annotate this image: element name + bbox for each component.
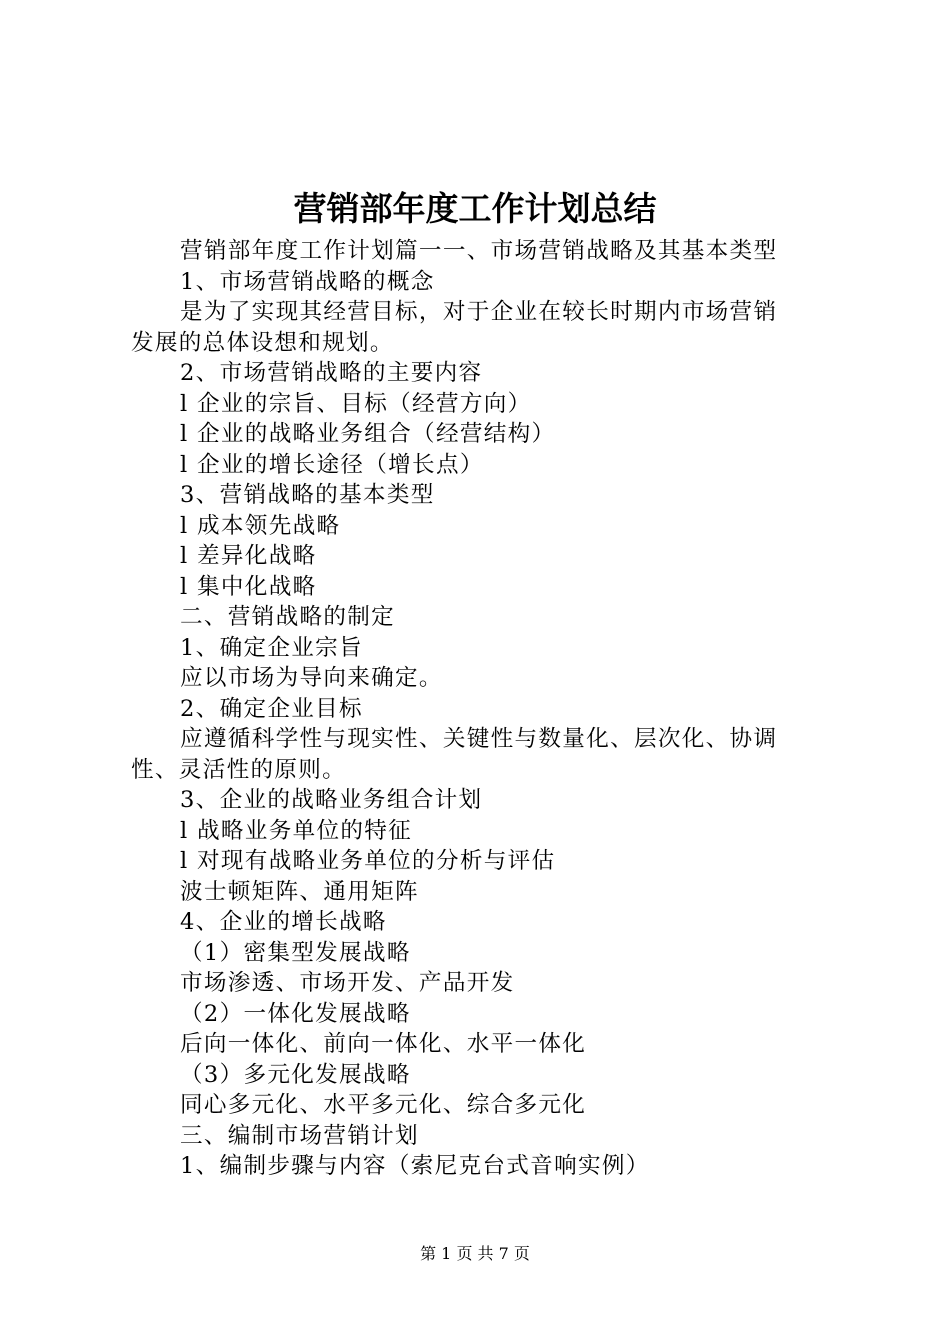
text-line: 3、企业的战略业务组合计划 — [180, 787, 483, 813]
text-line: l 成本领先战略 — [180, 512, 341, 539]
text-line: （3）多元化发展战略 — [180, 1061, 411, 1088]
text-line: l 差异化战略 — [180, 543, 317, 569]
text-line: 二、营销战略的制定 — [180, 604, 396, 630]
document-body — [131, 236, 831, 1182]
text-line: 市场渗透、市场开发、产品开发 — [180, 970, 515, 996]
text-line: 应以市场为导向来确定。 — [180, 665, 443, 691]
text-line: 是为了实现其经营目标，对于企业在较长时期内市场营销 — [180, 299, 778, 325]
text-line: 同心多元化、水平多元化、综合多元化 — [180, 1092, 587, 1118]
text-line: 后向一体化、前向一体化、水平一体化 — [180, 1031, 587, 1057]
text-line: 应遵循科学性与现实性、关键性与数量化、层次化、协调 — [180, 726, 778, 752]
text-line: l 对现有战略业务单位的分析与评估 — [180, 848, 556, 874]
text-line: 1、市场营销战略的概念 — [180, 268, 435, 295]
text-line: l 企业的战略业务组合（经营结构） — [180, 421, 556, 447]
text-line: 2、确定企业目标 — [180, 695, 363, 722]
text-line: 2、市场营销战略的主要内容 — [180, 360, 483, 386]
text-line: 4、企业的增长战略 — [180, 909, 387, 935]
text-line: l 企业的宗旨、目标（经营方向） — [180, 390, 532, 417]
text-line: （1）密集型发展战略 — [180, 939, 411, 966]
page-footer: 第 1 页 共 7 页 — [420, 1244, 530, 1263]
text-line: 性、灵活性的原则。 — [131, 756, 347, 783]
text-line: 营销部年度工作计划篇一一、市场营销战略及其基本类型 — [180, 238, 778, 264]
text-line: l 企业的增长途径（增长点） — [180, 451, 484, 478]
text-line: 1、确定企业宗旨 — [180, 634, 363, 661]
text-line: 1、编制步骤与内容（索尼克台式音响实例） — [180, 1153, 650, 1179]
text-line: 波士顿矩阵、通用矩阵 — [180, 878, 419, 905]
page-title: 营销部年度工作计划总结 — [293, 189, 657, 228]
text-line: 三、编制市场营销计划 — [180, 1122, 419, 1149]
text-line: 发展的总体设想和规划。 — [131, 329, 394, 356]
text-line: （2）一体化发展战略 — [180, 1000, 411, 1027]
text-line: l 战略业务单位的特征 — [180, 817, 413, 844]
text-line: 3、营销战略的基本类型 — [180, 482, 435, 508]
text-line: l 集中化战略 — [180, 573, 317, 600]
